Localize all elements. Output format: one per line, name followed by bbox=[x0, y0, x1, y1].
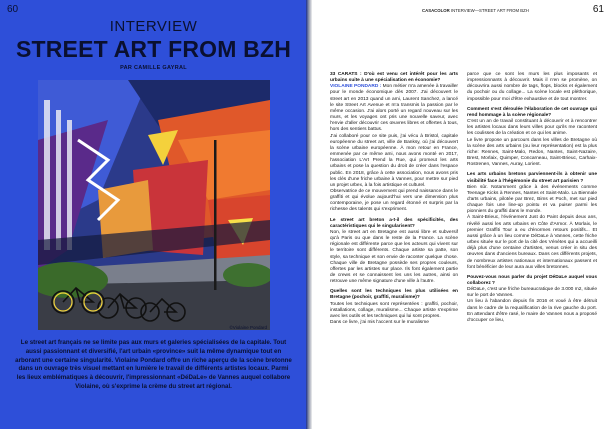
byline: PAR CAMILLE GAYRAL bbox=[120, 65, 187, 71]
interview-question: Les arts urbains bretons parviennent-ils à obtenir une visibilité face à l'hégémonie du street art parisien ? bbox=[467, 172, 597, 184]
photo-credit: ©Violaine Pondard bbox=[229, 325, 267, 330]
interview-answer: Toutes les techniques sont représentées : graffiti, pochoir, installations, collage, muralisme... Chaque artiste s'exprime avec les outils et les techniques qui lui sont propres. bbox=[330, 301, 458, 319]
interview-answer: C'est un an de travail constituant à découvrir et à rencontrer les artistes locaux dans leurs villes pour qu'ils me racontent les coulisses de la création et ce qui les anime. bbox=[467, 119, 597, 137]
interview-question: Pouvez-vous nous parler du projet DéDaLe auquel vous collaborez ? bbox=[467, 274, 597, 286]
interview-answer: À Saint-Brieuc, l'événement Just do Paint depuis deux ans, révélé aussi les arts urbains en Côte d'Armor. À Morlaix, le premier Graffiti Tour a eu d'énormes retours positifs... Et aussi grâce à un lieu comme DéDaLe à Vannes, cette friche urbex située sur le port de la cité des Vénètes qui a accueilli déjà plus d'une centaine d'artistes, venus créer in situ des œuvres dans d'anciens bureaux. Dans ces différents projets, de nombreux artistes nationaux et internationaux passent et font bénéficier de leur aura aux villes bretonnes. bbox=[467, 215, 597, 270]
interview-question: Comment s'est déroulée l'élaboration de cet ouvrage qui rend hommage à la scène régionale? bbox=[467, 106, 597, 118]
interview-question: 33 CARATS : D'où est venu cet intérêt pour les arts urbains suite à une spécialisation en économie? bbox=[330, 72, 458, 84]
interview-answer: DéDaLe, c'est une friche bureaucratique de 3.000 m2, située sur le port de Vannes. bbox=[467, 287, 597, 299]
answer-text: Mon métier m'a amenée à travailler pour le monde économique dès 2007. J'ai découvert le street art en 2013 quand un ami, Laurent Sanchez, a lancé le site Street Art Avenue et m'a transmis la passion par le même occasion. J'ai alors porté un regard nouveau sur les murs, et les voyages ont pris une nouvelle saveur, avec l'envie d'aller découvrir ces œuvres libres et offertes à tous, hors des sentiers battus. bbox=[330, 84, 459, 133]
running-head-section: INTERVIEW—STREET ART FROM BZH bbox=[450, 8, 529, 13]
interview-question: Quelles sont les techniques les plus utilisées en Bretagne (pochoir, graffiti, muralisme)? bbox=[330, 289, 458, 301]
interview-answer bbox=[330, 84, 458, 133]
interview-answer: Non, le street art en Bretagne est aussi libre et subversif qu'à Paris ou que dans le reste de la France. La scène régionale est différente parce que les acteurs qui vivent sur le territoire sont différents. Chaque artiste sa patte, son style, sa technique et son envie de raconter quelque chose. Chaque ville de Bretagne possède ses propres couleurs, offertes par les artistes sur place. Ils font également partie de crews et se connaissent les uns les autres, ainsi on retrouve une même signature d'une ville à l'autre. bbox=[330, 229, 458, 285]
interview-answer: parce que ce sont les murs les plus imposants et impressionnants à découvrir. Mais il n'en se promène, on découvrira aussi nombre de tags, flops, blocks et également du pochoir ou du collage... La scène locale est pléthorique, impossible pour moi d'être exhaustive et de tout montrer. bbox=[467, 72, 597, 102]
street-art-photo bbox=[38, 80, 270, 330]
interview-answer: Bien sûr. Notamment grâce à des événements comme Teenage Kicks à Rennes, Nantes et Saint-Malo. La Biennale d'arts urbains, pilotée par Brez, Bims et Poch, met sur pied chaque fois une line-up pointu et va puiser parmi les pionniers du graffiti dans le monde. bbox=[467, 184, 597, 215]
article-column-left bbox=[330, 72, 458, 326]
right-page bbox=[312, 0, 616, 429]
interview-answer: Un lieu à l'abandon depuis fin 2016 et voué à être détruit dans le cadre de la requalification de la rive gauche du port. En attendant d'être rasé, le maire de Vannes nous a proposé d'occuper ce lieu, bbox=[467, 299, 597, 323]
intro-paragraph: Le street art français ne se limite pas aux murs et galeries spécialisées de la capitale. Tout aussi passionnant et diversifié, l'art urbain «province» suit la même dynamique tout en arborant une certaine singularité. Violaine Pondard offre un riche aperçu de la scène bretonne dans un ouvrage très visuel mettant en lumière le travail de différents artistes locaux. Parmi les lieux emblématiques à découvrir, l'impressionnant «DéDaLe» de Vannes auquel collabore Violaine, où s'exprime la crème du street art régional. bbox=[15, 339, 292, 390]
interviewee-name: VIOLAINE PONDARD : bbox=[330, 84, 382, 90]
interview-answer: Le livre propose un parcours dans les villes de Bretagne où la scène des arts urbains (ou leur représentation) est la plus riche: Rennes, Saint-Malo, Redon, Nantes, Saint-Nazaire, Brest, Morlaix, Quimper, Concarneau, Saint-Brieuc, Carhaix-Rostrenen, Vannes, Auray, Lorient. bbox=[467, 137, 597, 168]
page-number-right: 61 bbox=[592, 4, 604, 15]
headline: STREET ART FROM BZH bbox=[15, 36, 292, 62]
article-column-right bbox=[467, 72, 597, 324]
page-number-left: 60 bbox=[7, 4, 19, 15]
interview-answer: Observatrice de ce mouvement qui prend naissance dans le graffiti et qui évolue aujourd'hui vers une dimension plus contemporaine, je pose un regard étonné et surpris par la richesse des talents qui s'expriment. bbox=[330, 188, 458, 213]
running-head-magazine: CASACOLOR bbox=[422, 8, 450, 13]
kicker: INTERVIEW bbox=[109, 18, 198, 35]
interview-question: Le street art breton a-t-il des spécificités, des caractéristiques qui le singularisent? bbox=[330, 217, 458, 229]
left-page bbox=[0, 0, 307, 429]
interview-answer: J'ai collaboré pour ce site puis, j'ai vécu à Bristol, capitale européenne du street art, ville de Banksy, où j'ai découvert la scène urbaine européenne. À mon retour en France, emmenée par ce même ami, nous avons monté en 2017, l'association L'Art Prend la Rue, qui promeut les arts urbains et pose la question du droit de créer dans l'espace public. En 2018, grâce à cette association, nous avons pris les clés d'une friche urbaine à Vannes, pour mettre sur pied un projet urbex, à la fois artistique et culturel. bbox=[330, 133, 458, 188]
interview-answer: Dans ce livre, j'ai mis l'accent sur le muralisme bbox=[330, 320, 429, 326]
running-head bbox=[422, 8, 529, 13]
